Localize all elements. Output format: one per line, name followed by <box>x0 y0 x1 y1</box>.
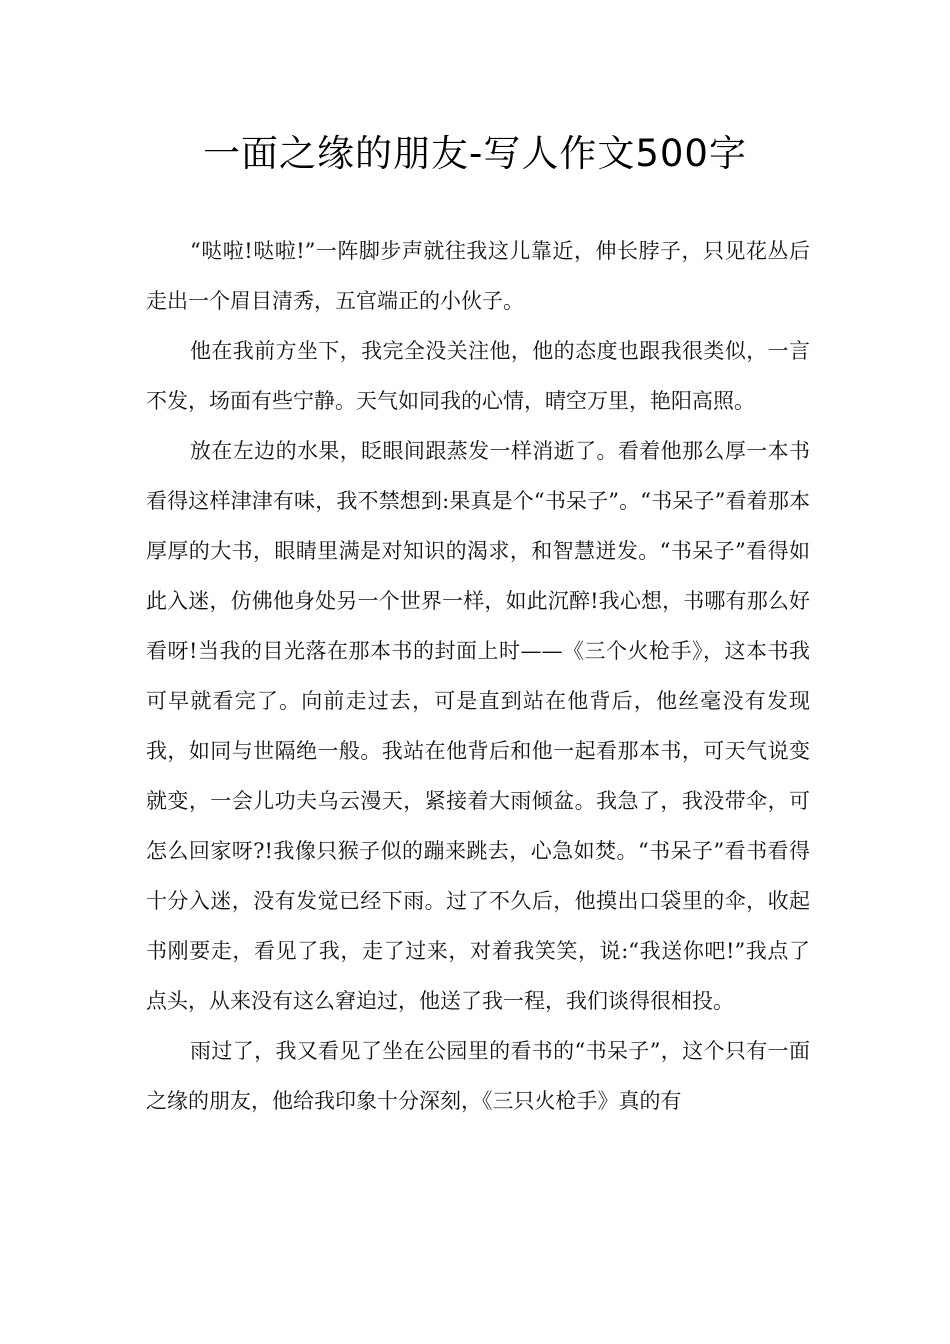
paragraph-3: 放在左边的水果，眨眼间跟蒸发一样消逝了。看着他那么厚一本书看得这样津津有味，我不禁想到:果真是个“书呆子”。“书呆子”看着那本厚厚的大书，眼睛里满是对知识的渴求，和智慧迸发。“书呆子”看得如此入迷，仿佛他身处另一个世界一样，如此沉醉!我心想，书哪有那么好看呀!当我的目光落在那本书的封面上时——《三个火枪手》，这本书我可早就看完了。向前走过去，可是直到站在他背后，他丝毫没有发现我，如同与世隔绝一般。我站在他背后和他一起看那本书，可天气说变就变，一会儿功夫乌云漫天，紧接着大雨倾盆。我急了，我没带伞，可怎么回家呀?!我像只猴子似的蹦来跳去，心急如焚。“书呆子”看书看得十分入迷，没有发觉已经下雨。过了不久后，他摸出口袋里的伞，收起书刚要走，看见了我，走了过来，对着我笑笑，说:“我送你吧!”我点了点头，从来没有这么窘迫过，他送了我一程，我们谈得很相投。 <box>146 439 810 1013</box>
document-body <box>146 226 810 1126</box>
paragraph-2: 他在我前方坐下，我完全没关注他，他的态度也跟我很类似，一言不发，场面有些宁静。天气如同我的心情，晴空万里，艳阳高照。 <box>146 339 810 413</box>
document-title: 一面之缘的朋友-写人作文500字 <box>203 132 747 175</box>
paragraph-1: “哒啦!哒啦!”一阵脚步声就往我这儿靠近，伸长脖子，只见花丛后走出一个眉目清秀，五官端正的小伙子。 <box>146 239 810 313</box>
paragraph-4: 雨过了，我又看见了坐在公园里的看书的“书呆子”，这个只有一面之缘的朋友，他给我印象十分深刻，《三只火枪手》真的有 <box>146 1039 810 1113</box>
